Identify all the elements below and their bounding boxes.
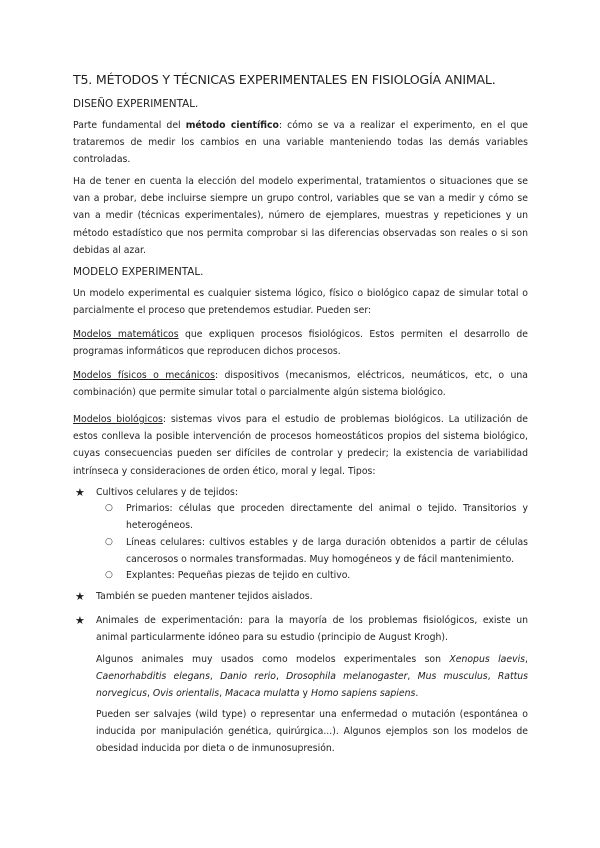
paragraph-line: heterogéneos. — [126, 520, 194, 532]
paragraph-line: estos conlleva la posible intervención de procesos homeostáticos propios del sistema biológico, — [73, 431, 528, 443]
paragraph-line: Ha de tener en cuenta la elección del modelo experimental, tratamientos o situaciones que se — [73, 176, 528, 187]
species-macaca: Macaca mulatta — [225, 688, 300, 700]
paragraph-eleccion-modelo — [73, 173, 528, 259]
paragraph-line: Algunos animales muy usados como modelos experimentales son Xenopus laevis, — [96, 654, 528, 665]
paragraph-salvajes — [96, 706, 528, 758]
paragraph-line: cancerosos o normales transformadas. Muy homogéneos y de fácil mantenimiento. — [126, 554, 515, 566]
paragraph-line: obesidad inducida por dieta o de inmunosupresión. — [96, 743, 335, 755]
paragraph-line: Modelos matemáticos que expliquen procesos fisiológicos. Estos permiten el desarrollo de — [73, 329, 528, 340]
species-drosophila: Drosophila melanogaster — [286, 671, 408, 683]
species-mus: Mus musculus — [417, 671, 488, 683]
paragraph-line: inducida por manipulación genética, quirúrgica...). Algunos ejemplos son los modelos de — [96, 726, 528, 738]
species-rattus: Rattus — [497, 671, 528, 683]
paragraph-line: Líneas celulares: cultivos estables y de larga duración obtenidos a partir de células — [126, 537, 528, 548]
sub-bullet-primarios — [126, 500, 528, 534]
star-bullet-icon: ★ — [75, 590, 85, 603]
paragraph-line: método estadístico que nos permita comprobar si las diferencias observadas son reales o si son — [73, 227, 528, 239]
circle-bullet-icon: ○ — [105, 570, 113, 580]
species-rattus-norvegicus: norvegicus — [96, 688, 147, 700]
bullet-animales-experimentacion — [96, 612, 528, 646]
bullet-tejidos-aislados: También se pueden mantener tejidos aislados. — [96, 591, 313, 602]
bullet-cultivos: Cultivos celulares y de tejidos: — [96, 487, 239, 498]
paragraph-line: Primarios: células que proceden directamente del animal o tejido. Transitorios y — [126, 503, 528, 514]
bold-metodo-cientifico: método científico — [185, 120, 279, 131]
circle-bullet-icon: ○ — [105, 503, 113, 513]
species-xenopus: Xenopus laevis — [449, 654, 526, 665]
paragraph-line: Modelos biológicos: sistemas vivos para el estudio de problemas biológicos. La utilización de — [73, 414, 528, 425]
paragraph-line: norvegicus, Ovis orientalis, Macaca mulatta y Homo sapiens sapiens. — [96, 688, 419, 700]
paragraph-line: Pueden ser salvajes (wild type) o representar una enfermedad o mutación (espontánea o — [96, 709, 528, 720]
circle-bullet-icon: ○ — [105, 537, 113, 547]
term-modelos-biologicos: Modelos biológicos — [73, 414, 163, 425]
paragraph-metodo-cientifico — [73, 117, 528, 169]
paragraph-line: debidas al azar. — [73, 244, 146, 256]
paragraph-line: Parte fundamental del método científico: cómo se va a realizar el experimento, en el que — [73, 120, 528, 131]
paragraph-line: van a probar, debe incluirse siempre un grupo control, variables que se van a medir y cómo se — [73, 193, 528, 205]
paragraph-line: Caenorhabditis elegans, Danio rerio, Drosophila melanogaster, Mus musculus, Rattus — [96, 671, 528, 683]
paragraph-line: Un modelo experimental es cualquier sistema lógico, físico o biológico capaz de simular total o — [73, 288, 528, 299]
heading-modelo-experimental: MODELO EXPERIMENTAL. — [73, 266, 204, 278]
paragraph-line: parcialmente el proceso que pretendemos estudiar. Pueden ser: — [73, 305, 372, 317]
paragraph-modelo-definicion — [73, 285, 528, 319]
paragraph-line: intrínseca y consideraciones de orden ético, moral y legal. Tipos: — [73, 465, 376, 477]
star-bullet-icon: ★ — [75, 486, 85, 499]
species-danio: Danio rerio — [220, 671, 276, 683]
species-ovis: Ovis orientalis — [152, 688, 220, 700]
paragraph-line: Modelos físicos o mecánicos: dispositivos (mecanismos, eléctricos, neumáticos, etc, o una — [73, 370, 528, 381]
paragraph-line: combinación) que permite simular total o parcialmente algún sistema biológico. — [73, 387, 446, 399]
paragraph-line: cuyas consecuencias pueden ser difíciles de controlar y predecir; la existencia de variabilidad — [73, 448, 528, 460]
paragraph-animales-modelo — [96, 651, 528, 703]
species-homo: Homo sapiens sapiens — [311, 688, 416, 700]
paragraph-modelos-fisicos — [73, 367, 528, 401]
paragraph-line: programas informáticos que reproducen dichos procesos. — [73, 346, 341, 358]
species-caenorhabditis: Caenorhabditis elegans — [96, 671, 210, 683]
paragraph-line: trataremos de medir los cambios en una variable manteniendo todas las demás variables — [73, 137, 528, 149]
sub-bullet-explantes — [126, 567, 528, 584]
paragraph-modelos-biologicos — [73, 411, 528, 480]
paragraph-line: controladas. — [73, 154, 131, 166]
document-title: T5. MÉTODOS Y TÉCNICAS EXPERIMENTALES EN FISIOLOGÍA ANIMAL. — [73, 72, 496, 87]
paragraph-line: van a medir (técnicas experimentales), número de ejemplares, muestras y repeticiones y un — [73, 210, 528, 222]
paragraph-line: Explantes: Pequeñas piezas de tejido en cultivo. — [126, 570, 351, 581]
heading-diseno-experimental: DISEÑO EXPERIMENTAL. — [73, 98, 199, 110]
paragraph-line: animal particularmente idóneo para su estudio (principio de August Krogh). — [96, 632, 448, 644]
sub-bullet-lineas-celulares — [126, 534, 528, 568]
term-modelos-fisicos: Modelos físicos o mecánicos — [73, 370, 215, 381]
paragraph-line: Animales de experimentación: para la mayoría de los problemas fisiológicos, existe un — [96, 615, 528, 626]
paragraph-modelos-matematicos — [73, 326, 528, 360]
star-bullet-icon: ★ — [75, 614, 85, 627]
term-modelos-matematicos: Modelos matemáticos — [73, 329, 179, 340]
